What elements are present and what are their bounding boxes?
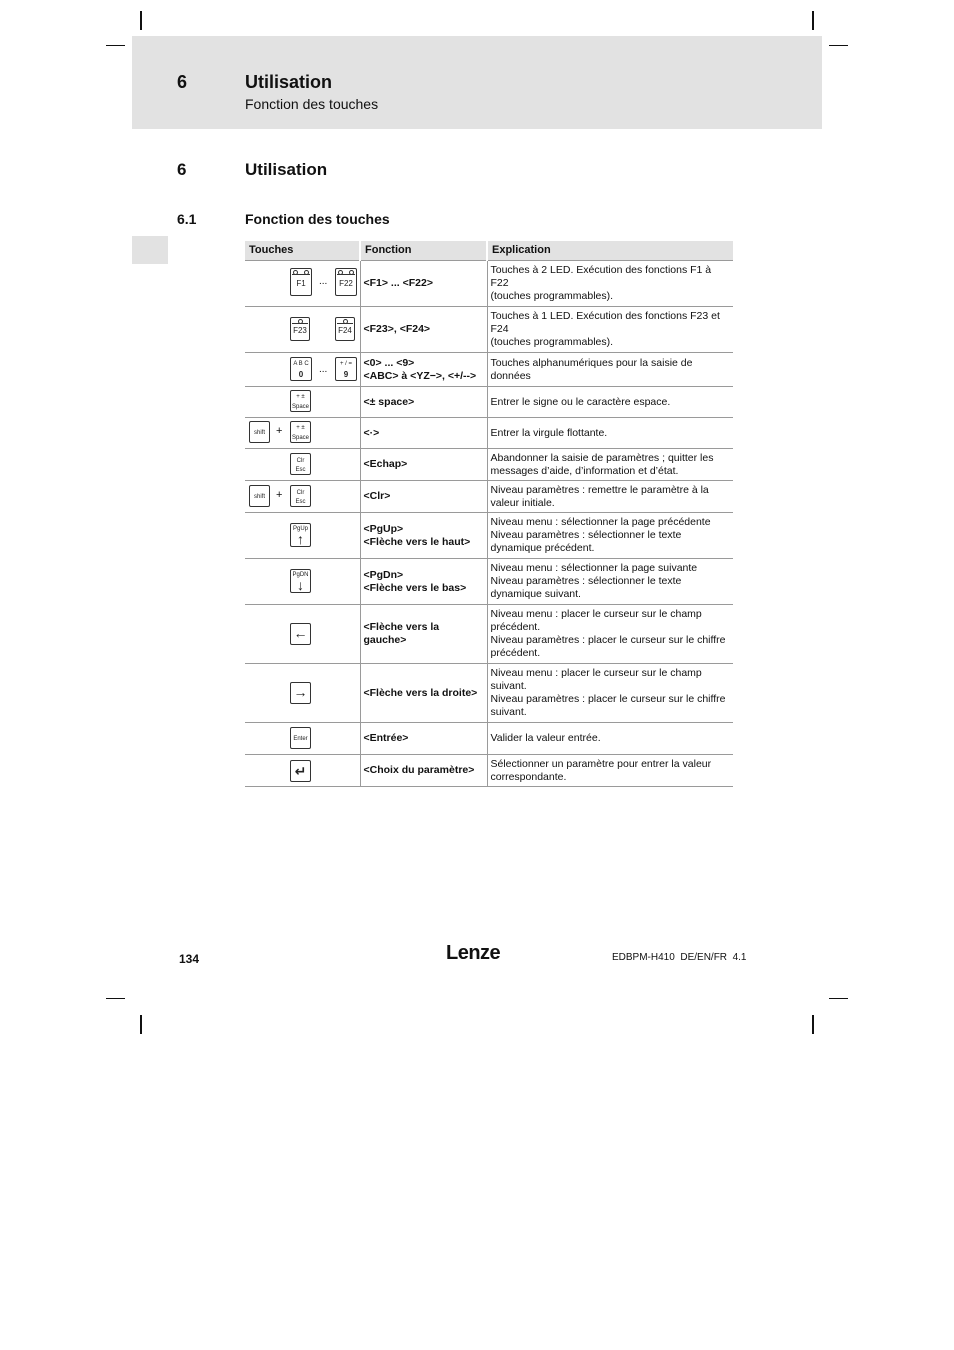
function-cell: <0> ... <9> <ABC> à <YZ−>, <+/--> [360,353,487,387]
function-cell: <F23>, <F24> [360,307,487,353]
page-up-key-icon: PgUp ↑ [290,523,311,547]
crop-mark [829,998,848,999]
function-cell: <·> [360,418,487,449]
crop-mark [106,45,125,46]
key-cell [245,261,360,307]
table-row [245,261,733,307]
space-key-icon: + ± Space [290,390,311,412]
key-cell [245,559,360,605]
subsection-title: Fonction des touches [245,211,390,227]
header-function: Fonction [360,241,487,261]
table-row [245,418,733,449]
page-down-key-icon: PgDN ↓ [290,569,311,593]
key-cell [245,307,360,353]
return-key-icon: ↵ [290,760,311,782]
plus-sign: + [276,425,283,437]
shift-key-icon: shift [249,421,270,443]
explanation-cell: Abandonner la saisie de paramètres ; quitter les messages d’aide, d’information et d’état. [487,449,733,481]
plus-sign: + [276,489,283,501]
function-cell: <Flèche vers la gauche> [360,605,487,664]
table-header-row [245,241,733,261]
table-row [245,755,733,787]
range-separator: ... [319,276,328,287]
header-band [132,36,822,129]
key-cell [245,481,360,513]
nine-key-icon: + / = 9 [335,357,357,381]
table-row [245,723,733,755]
section-number: 6 [177,160,187,179]
function-cell: <PgUp> <Flèche vers le haut> [360,513,487,559]
key-cell [245,418,360,449]
table-row [245,449,733,481]
header-explanation: Explication [487,241,733,261]
f24-key-icon: F24 [335,317,355,341]
function-cell: <± space> [360,387,487,418]
explanation-cell: Touches alphanumériques pour la saisie de données [487,353,733,387]
crop-mark [812,11,814,30]
table-row [245,513,733,559]
function-cell: <Entrée> [360,723,487,755]
f22-key-icon: F22 [335,268,357,296]
arrow-right-key-icon: → [290,682,311,704]
chapter-number: 6 [177,72,188,92]
key-cell [245,353,360,387]
function-cell: <F1> ... <F22> [360,261,487,307]
explanation-cell: Entrer le signe ou le caractère espace. [487,387,733,418]
chapter-title: Utilisation [245,72,333,92]
table-row [245,307,733,353]
key-cell [245,605,360,664]
table-row [245,605,733,664]
table-row [245,353,733,387]
esc-key-icon: Clr Esc [290,453,311,475]
explanation-cell: Niveau menu : placer le curseur sur le champ suivant. Niveau paramètres : placer le curseur sur le chiffre suivant. [487,664,733,723]
space-key-icon: + ± Space [290,421,311,443]
key-function-table [245,241,733,787]
side-marker [132,236,168,264]
key-cell [245,755,360,787]
f1-key-icon: F1 [290,268,312,296]
explanation-cell: Valider la valeur entrée. [487,723,733,755]
key-cell [245,723,360,755]
explanation-cell: Entrer la virgule flottante. [487,418,733,449]
function-cell: <Flèche vers la droite> [360,664,487,723]
zero-abc-key-icon: A B C 0 [290,357,312,381]
subsection-number: 6.1 [177,211,197,227]
table-row [245,481,733,513]
key-cell [245,513,360,559]
function-cell: <Echap> [360,449,487,481]
header-keys: Touches [245,241,360,261]
crop-mark [140,11,142,30]
table-row [245,387,733,418]
key-cell [245,387,360,418]
document-reference: EDBPM-H410 DE/EN/FR 4.1 [612,952,747,963]
explanation-cell: Niveau paramètres : remettre le paramètre à la valeur initiale. [487,481,733,513]
range-separator: ... [319,364,328,375]
explanation-cell: Niveau menu : placer le curseur sur le champ précédent. Niveau paramètres : placer le curseur sur le chiffre précédent. [487,605,733,664]
explanation-cell: Niveau menu : sélectionner la page suivante Niveau paramètres : sélectionner le texte dynamique suivant. [487,559,733,605]
explanation-cell: Touches à 2 LED. Exécution des fonctions F1 à F22 (touches programmables). [487,261,733,307]
esc-key-icon: Clr Esc [290,485,311,507]
key-cell [245,449,360,481]
crop-mark [106,998,125,999]
shift-key-icon: shift [249,485,270,507]
crop-mark [812,1015,814,1034]
crop-mark [829,45,848,46]
explanation-cell: Touches à 1 LED. Exécution des fonctions F23 et F24 (touches programmables). [487,307,733,353]
table-row [245,559,733,605]
f23-key-icon: F23 [290,317,310,341]
function-cell: <Clr> [360,481,487,513]
function-cell: <Choix du paramètre> [360,755,487,787]
page-number: 134 [179,952,200,966]
lenze-logo: Lenze [446,942,501,964]
explanation-cell: Niveau menu : sélectionner la page précédente Niveau paramètres : sélectionner le texte dynamique précédent. [487,513,733,559]
crop-mark [140,1015,142,1034]
table-row [245,664,733,723]
arrow-left-key-icon: ← [290,623,311,645]
enter-key-icon: Enter [290,727,311,749]
key-cell [245,664,360,723]
function-cell: <PgDn> <Flèche vers le bas> [360,559,487,605]
explanation-cell: Sélectionner un paramètre pour entrer la valeur correspondante. [487,755,733,787]
chapter-subtitle: Fonction des touches [245,96,379,112]
section-title: Utilisation [245,160,328,179]
